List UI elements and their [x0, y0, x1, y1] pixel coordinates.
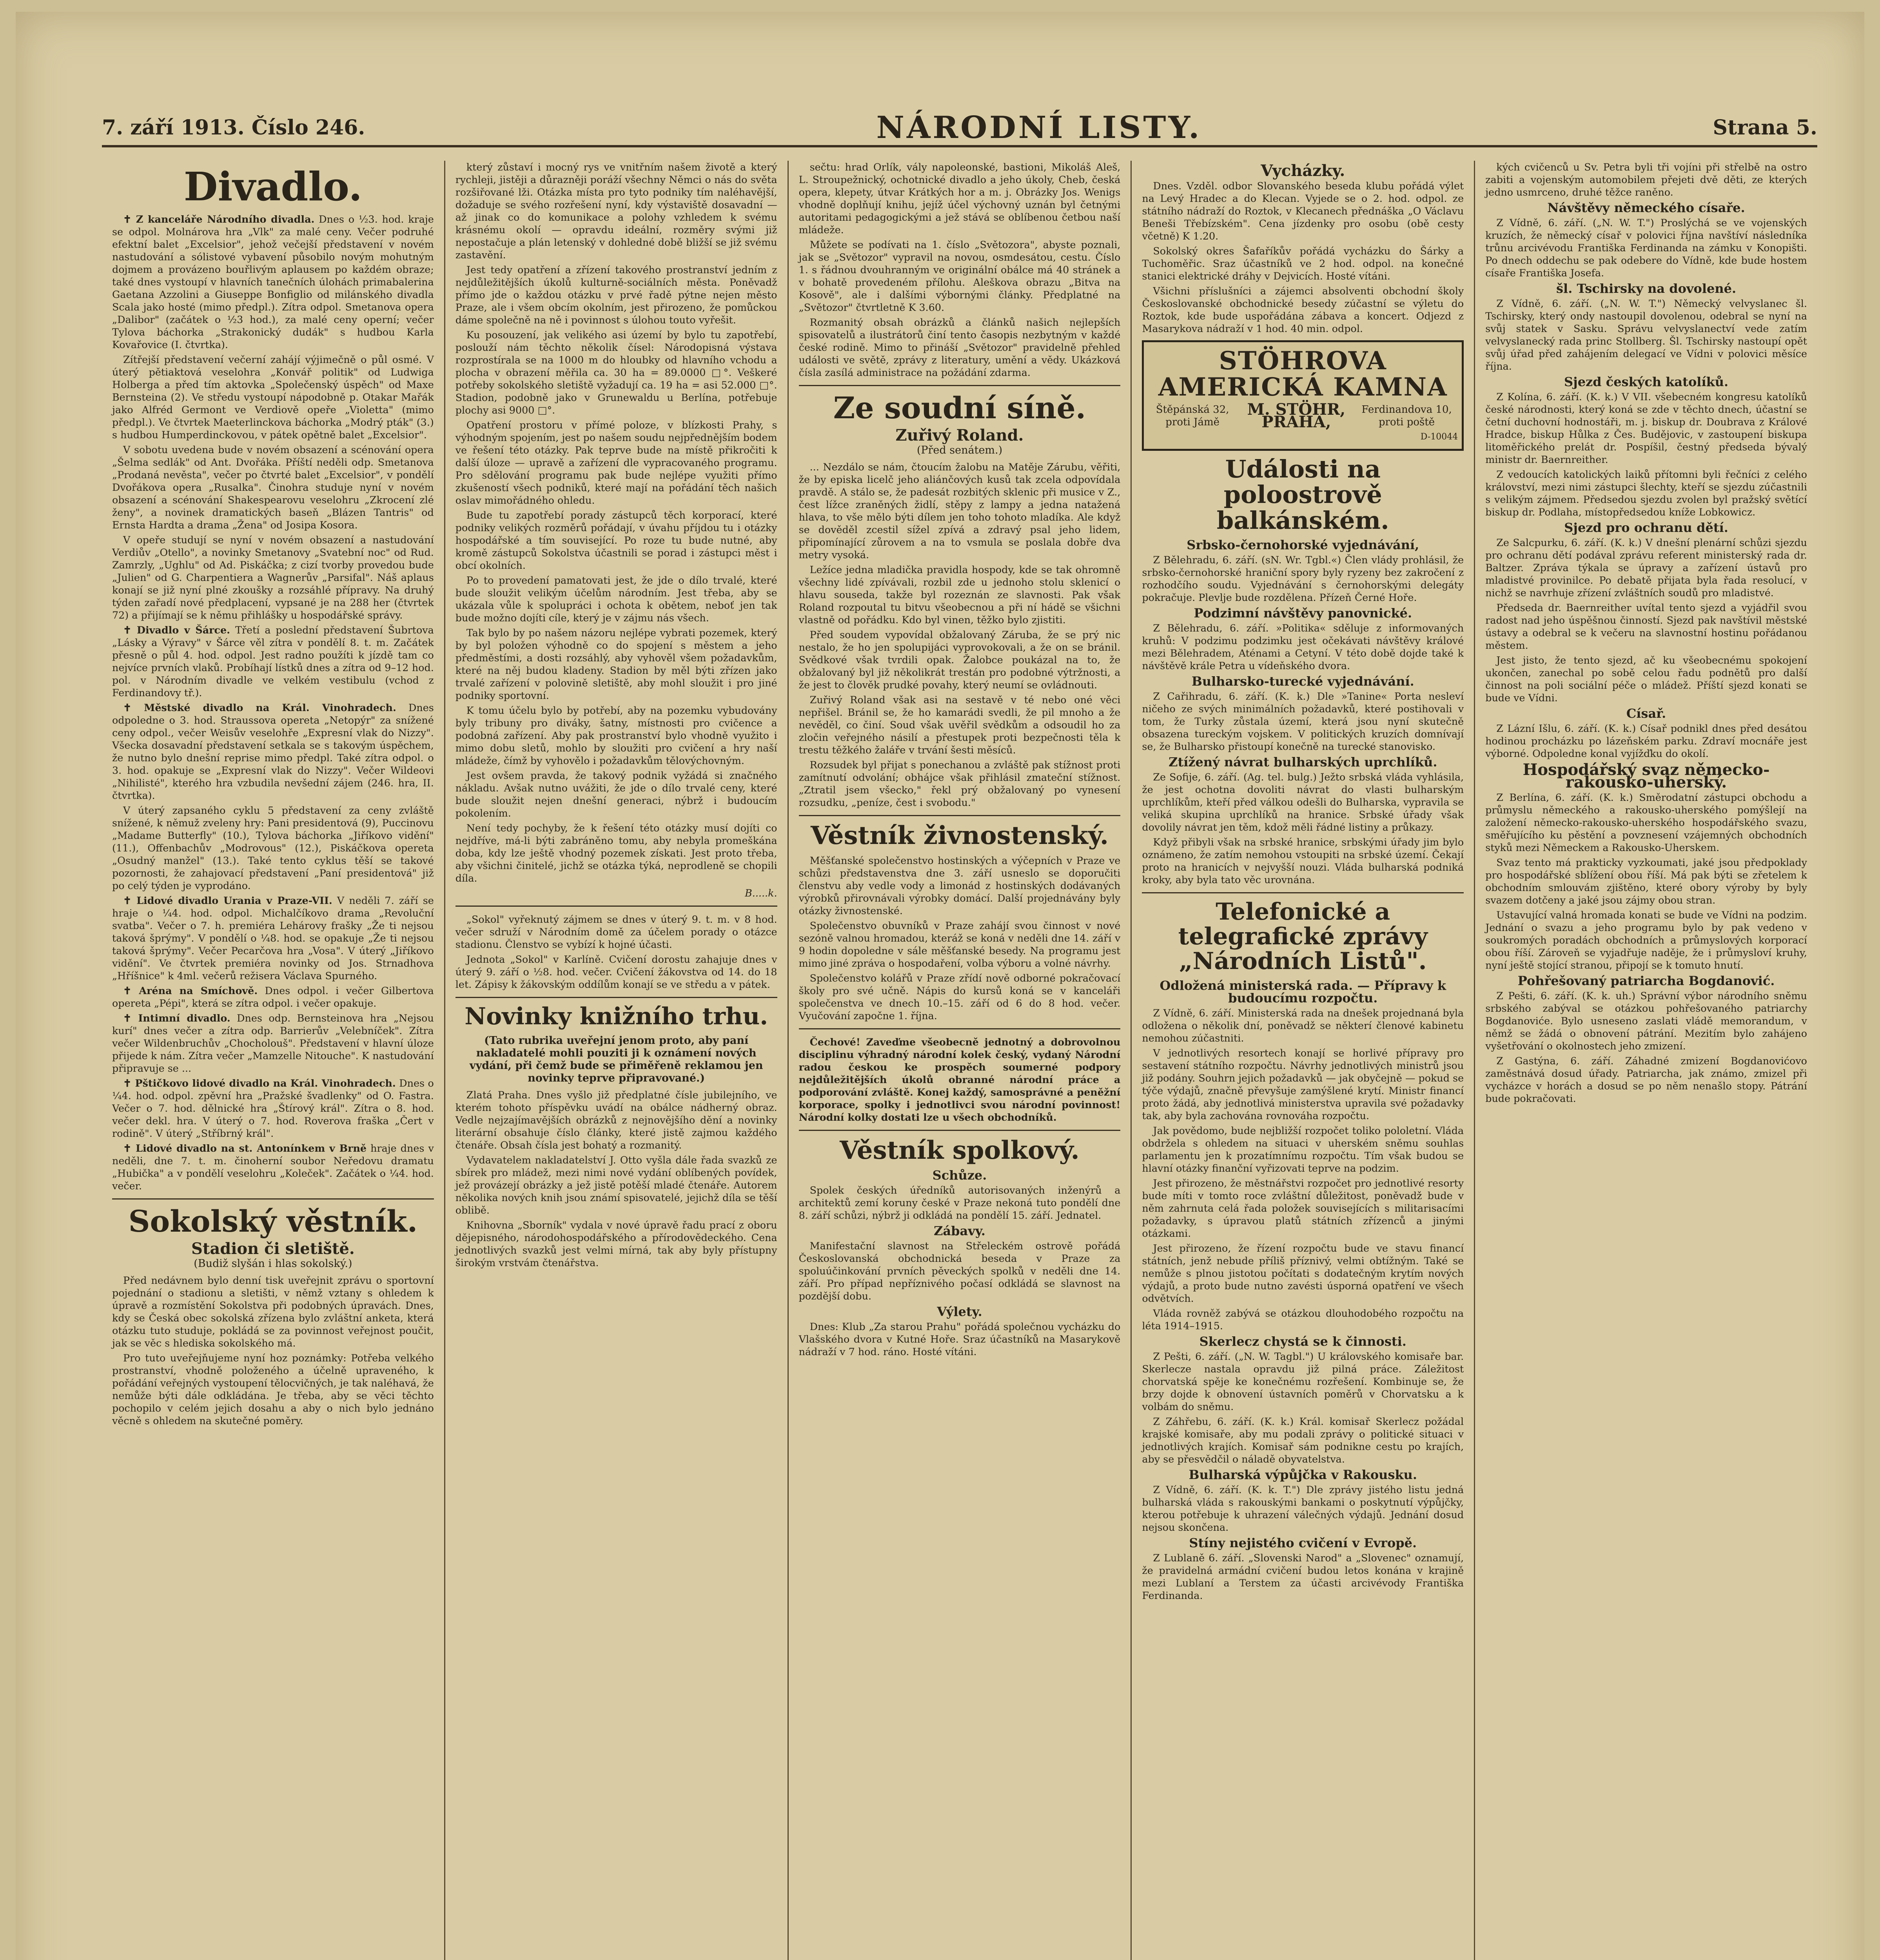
subsection-title: Schůze.: [932, 1168, 987, 1183]
subsection-title: Ztížený návrat bulharských uprchlíků.: [1169, 754, 1437, 769]
article-title: Stadion či sletiště.: [191, 1239, 355, 1258]
column-2: [444, 161, 788, 1960]
paragraph: Sokolský okres Šafaříkův pořádá vycházku do Šárky a Tuchoměřic. Sraz účastníků ve 2 hod. odpol. na konečné stanici elektrické dráhy v Dejvicích. Hosté vítáni.: [1142, 245, 1464, 282]
paragraph: Jest přirozeno, že řízení rozpočtu bude ve stavu financí státních, jenž nebude příliš příznivý, velmi obtížným. Také se nemůže s plnou jistotou počítati s dodatečným krytím nových výdajů, a proto bude nutno zavésti úsporná opatření ve všech odvětvích.: [1142, 1242, 1464, 1304]
paragraph: [112, 1012, 434, 1074]
paragraph: Z Záhřebu, 6. září. (K. k.) Král. komisař Skerlecz požádal krajské komisaře, aby mu podali zprávy o politické situaci v jednotlivých krajích. Komisař sám podnikne cestu po krajích, aby se přesvědčil o náladě obyvatelstva.: [1142, 1415, 1464, 1465]
divider: [112, 1198, 434, 1200]
paragraph: V sobotu uvedena bude v novém obsazení a scénování opera „Šelma sedlák" od Ant. Dvořáka. Příští neděli odp. Smetanova „Prodaná nevěsta", večer po čtvrté balet „Excelsior", v pondělí Dvořákova opera „Rusalka". Činohra studuje nyní v novém obsazení a scénování Shakespearovu veselohru „Zkrocení zlé ženy", a novinek dramatických baseň „Blázen Tantris" od Ernsta Hardta a drama „Žena" od Josipa Kosora.: [112, 444, 434, 531]
item-title: ✝ Divadlo v Šárce.: [123, 624, 230, 636]
advertisement-stohr: [1142, 340, 1464, 451]
paragraph: V úterý zapsaného cyklu 5 představení za ceny zvláště snížené, k němuž zveleny hry: Pani presidentová (9), Puccinovu „Madame Butterfly" (10.), Tylova báchorka „Jiříkovo vidění" (11.), Offenbachův „Modrovous" (12.), Piskáčkova opereta „Osudný manžel" (13.). Také tento cyklus těší se takové pozornosti, že zahajovací představení „Paní presidentová" již po celý týden je vyprodáno.: [112, 804, 434, 891]
paragraph: Ze Salcpurku, 6. září. (K. k.) V dnešní plenární schůzi sjezdu pro ochranu dětí podával zprávu referent ministerský rada dr. Baltzer. Zpráva týkala se úpravy a zařízení ústavů pro mladistvé provinilce. Po debatě přijata byla řada resolucí, v nichž se navrhuje zřízení zvláštních soudů pro mladistvé.: [1485, 537, 1807, 599]
section-heading-zivnostensky: Věstník živnostenský.: [811, 820, 1109, 850]
item-title: ✝ Pštičkovo lidové divadlo na Král. Vinohradech.: [123, 1077, 396, 1089]
paragraph: [112, 213, 434, 351]
paragraph: Dnes: Klub „Za starou Prahu" pořádá společnou vycházku do Vlašského dvora v Kutné Hoře. Sraz účastníků na Masarykově nádraží v 7 hod. ráno. Hosté vítáni.: [798, 1321, 1121, 1358]
ad-right: Ferdinandova 10, proti poště: [1361, 404, 1452, 428]
column-1: [102, 161, 444, 1960]
paragraph: Před soudem vypovídal obžalovaný Záruba, že se prý nic nestalo, že ho jen spolupijáci vyprovokovali, a že on se bránil. Svědkové však tvrdili opak. Žalobce poukázal na to, že obžalovaný byl již několikrát trestán pro podobné výtržnosti, a že jest to člověk prudké povahy, který neumí se ovládnouti.: [798, 628, 1121, 691]
section-heading-divadlo: Divadlo.: [183, 163, 363, 210]
section-heading-spolkovy: Věstník spolkový.: [840, 1135, 1080, 1165]
item-title: ✝ Lidové divadlo na st. Antonínkem v Brně: [123, 1142, 367, 1154]
paragraph: Společenstvo kolářů v Praze zřídí nově odborné pokračovací školy pro své učně. Nápis do kursů koná se v kanceláři společenstva ve dnech 10.–15. září od 6 do 8 hod. večer. Vyučování započne 1. října.: [798, 972, 1121, 1022]
paragraph: Ležíce jedna mladička pravidla hospody, kde se tak ohromně všechny lidé zpívávali, rozbil zde u jednoho stolu sklenicí o hlavu souseda, takže byl rozeznán ze slavnosti. Pak však Roland rozpoutal tu bitvu všeobecnou a při ní hádě se všichni vlastně od pořádku. Kdo byl vinen, těžko bylo zjistiti.: [798, 563, 1121, 626]
paragraph: Z Bělehradu, 6. září. »Politika« sděluje z informovaných kruhů: V podzimu podzimku jest očekávati návštěvy králové mezi Bělehradem, Aténami a Cetyní. V této době dojde také k návštěvě krále Petra u vídeňského dvora.: [1142, 622, 1464, 671]
paragraph: Zuřivý Roland však asi na sestavě v té nebo oné věci nepřišel. Bránil se, že ho kamarádi svedli, že pil mnoho a že nevěděl, co činí. Soud však uvěřil svědkům a odsoudil ho za zločin veřejného násilí a přestupek proti bezpečnosti těla k trestu těžkého žaláře v trvání šesti měsíců.: [798, 693, 1121, 756]
article-title: Zuřivý Roland.: [895, 426, 1024, 445]
paragraph-text: Dnes o ¼4. hod. odpol. zpěvní hra „Pražské švadlenky" od O. Fastra. Večer o 7. hod. dělnické hra „Štírový král". Zítra o 8. hod. večer dekl. hra. V úterý o 7. hod. Roverova fraška „Čert v rodině". V úterý „Stříbrný král".: [112, 1077, 434, 1139]
paragraph: Ku posouzení, jak velikého asi území by bylo tu zapotřebí, poslouží nám těchto několik čísel: Národopisná výstava rozprostírala se na 1000 m do hloubky od hlavního vchodu a plocha v obrazení měřila ca. 30 ha = 89.0000 □°. Veškeré potřeby sokolského sletiště vyžadují ca. 19 ha = asi 52.000 □°. Stadion, podobně jako v Grunewaldu u Berlína, potřebuje plochy asi 9000 □°.: [455, 329, 777, 416]
columns: [102, 161, 1817, 1960]
paragraph: Bude tu zapotřebí porady zástupců těch korporací, které podniky velikých rozměrů pořádají, v úvahu příjdou tu i otázky hospodářské a tím související. Po roze tu bude nutné, aby kromě zástupců Sokolstva účastnili se porad i zástupci měst i obcí okolních.: [455, 509, 777, 571]
paragraph-text: Dnes odpoledne o 3. hod. Straussova opereta „Netopýr" za snížené ceny odpol., večer Weisův veselohře „Expresní vlak do Nizzy". Všecka dosavadní představení setkala se s takovým úspěchem, že nutno bylo dnešní reprise mimo předpl. Také zítra odpol. o 3. hod. opakuje se „Expresní vlak do Nizzy". Večer Wildeovi „Nihilisté", kterého hra vzbudila nevšední zájem (246. hra, II. čtvrtka).: [112, 702, 434, 801]
paragraph: Když přibyli však na srbské hranice, srbskými úřady jim bylo oznámeno, že zatím nemohou vstoupiti na srbské území. Čekají proto na hranicích v nejvyšší nouzi. Vláda bulharská podniká kroky, aby byla tato věc urovnána.: [1142, 836, 1464, 886]
paragraph: Dnes. Vzděl. odbor Slovanského beseda klubu pořádá výlet na Levý Hradec a do Klecan. Vyjede se o 2. hod. odpol. ze státního nádraží do Roztok, v Klecanech přednáška „O Václavu Beneši Třebízském". Cena jízdenky pro osobu (obě cesty včetně) K 1.20.: [1142, 180, 1464, 242]
paragraph: Před nedávnem bylo denní tisk uveřejnit zprávu o sportovní pojednání o stadionu a sletišti, v němž vztany s ohledem k úpravě a rozmístění Sokolstva při podobných úpravách. Dnes, kdy se Česká obec sokolská zřízena bylo zvláštní anketa, která otázku tuto studuje, pokládá se za povinnost veřejnost poučit, jak se věc s hlediska sokolského má.: [112, 1274, 434, 1349]
paragraph: Zlatá Praha. Dnes vyšlo již předplatné čísle jubilejního, ve kterém tohoto příspěvku uvádí na obálce nádherný obraz. Vedle nejzajímavějších obrázků z nejnovějšího dění a novinky literární obsahuje číslo články, které jistě zajmou každého čtenáře. Obsah čísla jest bohatý a rozmanitý.: [455, 1089, 777, 1151]
paragraph: Z Vídně, 6. září. Ministerská rada na dnešek projednaná byla odložena o několik dní, poněvadž se některí členové kabinetu nemohou zúčastniti.: [1142, 1007, 1464, 1044]
paragraph: Opatření prostoru v přímé poloze, v blízkosti Prahy, s výhodným spojením, jest po našem soudu nejpřednějším bodem ve řešení této otázky. Pak teprve bude na místě přikročiti k další úloze — upravě a zařízení dle vypracovaného programu. Pro sdělování programu pak bude nejlépe využiti přímo zkušeností všech podniků, které mají na pořádání těch našich oslav mimořádného ohledu.: [455, 419, 777, 506]
paragraph: Jest tedy opatření a zřízení takového prostranství jedním z nejdůležitějších úkolů kulturně-sociálních města. Poněvadž přímo jde o každou otázku v prvé řadě pýtne nejen město Praze, ale i všem obcím okolním, jest přirozeno, že pomůckou dáme společně na ně i povinnost s úlohou touto vyřešit.: [455, 264, 777, 326]
paragraph: Z Gastýna, 6. září. Záhadné zmizení Bogdanovićovo zaměstnává dosud úřady. Patriarcha, jak známo, zmizel při vycházce v horách a dosud se po něm nenašlo stopy. Pátrání bude pokračovati.: [1485, 1055, 1807, 1104]
article-subtitle: (Budiž slyšán i hlas sokolský.): [194, 1257, 352, 1270]
divider: [799, 1130, 1121, 1131]
paragraph: Knihovna „Sborník" vydala v nové úpravě řadu prací z oboru dějepisného, národohospodářského a přírodovědeckého. Cena jednotlivých svazků jest velmi mírná, tak aby byly přístupny širokým vrstvám čtenářstva.: [455, 1219, 777, 1269]
paragraph-text: V neděli 7. září se hraje o ¼4. hod. odpol. Michalčíkovo drama „Revoluční svatba". Večer o 7. h. premiéra Lehárovy frašky „Že ti nejsou taková šprýmy". V pondělí o ¼8. hod. se opakuje „Že ti nejsou taková šprýmy". Večer Pecarčova hra „Vosa". V úterý „Jiříkovo vidění". Ve čtvrtek premiéra novinky od Jos. Strnadhova „Hříšnice" k 4ml. večerů režisera Václava Spurného.: [112, 895, 434, 982]
divider: [799, 1028, 1121, 1029]
item-title: ✝ Městské divadlo na Král. Vinohradech.: [123, 702, 396, 713]
subsection-title: Výlety.: [937, 1304, 982, 1319]
divider: [799, 815, 1121, 816]
paragraph: Vydavatelem nakladatelství J. Otto vyšla dále řada svazků ze sbírek pro mládež, mezi nimi nové vydání oblíbených povídek, jež provázejí obrázky a jež jistě potěší mladé čtenáře. Autorem několika nových knih jsou známí spisovatelé, jejichž díla se těší oblibě.: [455, 1154, 777, 1216]
ad-left: Štěpánská 32, proti Jámě: [1156, 404, 1229, 428]
divider: [455, 906, 777, 907]
subsection-title: šl. Tschirsky na dovolené.: [1556, 281, 1737, 296]
subsection-title: Skerlecz chystá se k činnosti.: [1199, 1334, 1406, 1349]
section-heading-novinky: Novinky knižního trhu.: [465, 1003, 768, 1030]
paragraph: Rozmanitý obsah obrázků a článků našich nejlepších spisovatelů a ilustrátorů činí tento časopis nezbytným v každé české rodině. Mimo to přináší „Světozor" pravidelně přehled události ve světě, zprávy z literatury, umění a vědy. Ukázková čísla zasílá administrace na požádání zdarma.: [798, 316, 1121, 378]
paragraph: Svaz tento má prakticky vyzkoumati, jaké jsou předpoklady pro hospodářské sblížení obou říší. Má pak býti se zřetelem k obchodním smlouvám zjištěno, které obory výroby by byly svazem dotčeny a jaké jsou zájmy obou stran.: [1485, 857, 1807, 906]
subsection-title: Pohřešovaný patriarcha Bogdanović.: [1517, 973, 1775, 988]
paragraph: Po to provedení pamatovati jest, že jde o dílo trvalé, které bude sloužit velikým účelům národním. Jest třeba, aby se ukázala vůle k spolupráci i ochota k obětem, neboť jen tak bude možno dojíti cíle, který je v zájmu nás všech.: [455, 574, 777, 624]
column-4: [1131, 161, 1474, 1960]
paragraph: Z vedoucích katolických laiků přítomni byli řečníci z celého království, mezi nimi zástupci šlechty, kteří se sjezdu zúčastnili s velikým zájmem. Předsedou sjezdu zvolen byl pražský světící biskup dr. Podlaha, místopředsedou kníže Lobkowicz.: [1485, 468, 1807, 518]
paragraph: Manifestační slavnost na Střeleckém ostrově pořádá Českoslovanská obchodnická beseda v Praze za spoluúčinkování prvních pěveckých spolků v neděli dne 14. září. Pro případ nepříznivého počasí odkládá se slavnost na pozdější dobu.: [798, 1240, 1121, 1302]
paragraph: V jednotlivých resortech konají se horlivé přípravy pro sestavení státního rozpočtu. Návrhy jednotlivých ministrů jsou již podány. Souhrn jejich požadavků — jak obyčejně — pokud se týče výdajů, značně převyšuje zamýšlené krytí. Ministr financí proto žádá, aby jednotlivá ministerstva upravila své požadavky tak, aby byla zachována rovnováha rozpočtu.: [1142, 1047, 1464, 1122]
paragraph: Z Vídně, 6. září. („N. W. T.") Německý velvyslanec šl. Tschirsky, který ondy nastoupil dovolenou, odebral se nyní na svůj statek v Sasku. Správu velvyslanectví vede zatím velvyslanecký rada princ Stollberg. Šl. Tschirsky nastoupí opět svůj úřad před zahájením delegací ve Vídni v polovici měsíce října.: [1485, 298, 1807, 372]
paragraph: Z Lázní Išlu, 6. září. (K. k.) Císař podnikl dnes před desátou hodinou procházku po lázeňském parku. Zdraví mocnáře jest výborné. Odpoledne konal vyjížďku do okolí.: [1485, 722, 1807, 759]
newspaper-page: [16, 12, 1864, 1960]
paragraph: Ustavující valná hromada konati se bude ve Vídni na podzim. Jednání o svazu a jeho programu bylo by pak vedeno v soukromých poradách obchodních a průmyslových korporací obou říší. Zároveň se vyjadřuje naděje, že i průmysloví kruhy, nyní ještě stojící stranou, připojí se k tomuto hnutí.: [1485, 909, 1807, 971]
paragraph-text: Dnes o ½3. hod. kraje se odpol. Molnárova hra „Vlk" za malé ceny. Večer podruhé efektní balet „Excelsior", jehož večejší představení v novém nastudování a sólistové vybavení působilo novým mohutným dojmem a provázeno bouřlivým aplausem po každém obraze; také dnes vystoupí v hlavních tanečních úlohách primabalerina Gaetana Azzolini a Giuseppe Bonfiglio od milánského divadla Scala jako hosté (mimo předpl.). Zítra odpol. Smetanova opera „Dalibor" (začátek o ½3 hod.), za malé ceny operní; večer Tylova báchorka „Strakonický dudák" s hudbou Karla Kovařovice (I. čtvrtka).: [112, 213, 434, 350]
subsection-title: Podzimní návštěvy panovnické.: [1194, 605, 1412, 621]
subsection-title: Srbsko-černohorské vyjednávání,: [1187, 537, 1419, 552]
paragraph: V opeře studují se nyní v novém obsazení a nastudování Verdiův „Otello", a novinky Smetanovy „Svatební noc" od Rud. Zamrzly, „Ughlu" od Ad. Piskáčka; z cizí tvorby provedou bude „Julien" od G. Charpentiera a Wagnerův „Parsifal". Náš aplaus konají se již nyní plné zkoušky a rozsáhlé přípravy. Na druhý týden zařadí nové předplacení, vypsané je na 288 her (čtvrtek 72) a přijímají se k němu přihlášky u hospodářské správy.: [112, 534, 434, 621]
section-note: (Tato rubrika uveřejní jenom proto, aby paní nakladatelé mohli pouziti ji k oznámení nových vydání, při čemž bude se přiměřeně reklamou jen novinky teprve připravované.): [469, 1034, 763, 1084]
header-page-number: Strana 5.: [1713, 115, 1817, 140]
paragraph-text: Třetí a poslední představení Šubrtova „Lásky a Výravy" v Šárce věl zítra v pondělí 8. t. m. Začátek přesně o půl 4. hod. odpol. Jest radno použíti k jízdě tam co nejvíce prvních vlaků. Probíhají lístků dnes a zítra od 9–12 hod. pol. v Národním divadle ve velkém vestibulu (vchod z Ferdinandovy tř.).: [112, 624, 434, 699]
paragraph: Jest přirozeno, že městnářstvi rozpočet pro jednotlivé resorty bude míti v tomto roce zvláštní důležitost, poněvadž bude v něm zahrnuta celá řada položek souvisejících s militarisacími požadavky, s úpravou platů státních zřízenců a jinými otázkami.: [1142, 1177, 1464, 1239]
paragraph: který zůstaví i mocný rys ve vnitřním našem životě a který rychleji, jistěji a důrazněji poráží všechny Němci o nás do světa rozšiřované lži. Otázka místa pro tyto podniky tím naléhavější, dožaduje se svého rozřešení nyní, kdy výstaviště dosavadní — až jinak co do komunikace a polohy vzhledem k svému krásnému okolí — opravdu ideální, rozměry svými již nepostačuje a plán letenský v dohledné době bližší se již svému zastavění.: [455, 161, 777, 261]
paragraph: Ze Sofije, 6. září. (Ag. tel. bulg.) Ježto srbská vláda vyhlásila, že jest ochotna dovoliti návrat do vlasti bulharským uprchlíkům, kteří před válkou odešli do Bulharska, vypravila se veliká skupina uprchlíků na hranice. Srbské úřady však dovolily návrat jen těm, kdož měli řádné listiny a průkazy.: [1142, 771, 1464, 833]
paragraph-notice: Čechové! Zaveďme všeobecně jednotný a dobrovolnou disciplinu výhradný národní kolek český, vydaný Národní radou českou ke prospěch soumerné podpory nejdůležitějších úkolů obranné národní práce a podporování zvláště. Konej každý, samosprávné a peněžní korporace, spolky i jednotlivci svou národní povinnost! Národní kolky dostati lze u všech obchodníků.: [798, 1036, 1121, 1123]
paragraph: Spolek českých úředníků autorisovaných inženýrů a architektů zemí koruny české v Praze nekoná tuto pondělí dne 8. září schůzi, nýbrž ji odkládá na pondělí 15. září. Jednatel.: [798, 1184, 1121, 1221]
item-title: ✝ Aréna na Smíchově.: [123, 985, 258, 996]
column-3: [788, 161, 1131, 1960]
paragraph: [112, 624, 434, 699]
paragraph: Společenstvo obuvníků v Praze zahájí svou činnost v nové sezóně valnou hromadou, kteráž se koná v neděli dne 14. září v 9 hodin dopoledne v sále měšťanské besedy. Na programu jest mimo jiné zpráva o hospodaření, volba výboru a volné návrhy.: [798, 919, 1121, 969]
paragraph: Z Berlína, 6. září. (K. k.) Směrodatní zástupci obchodu a průmyslu německého a rakousko-uherského pomýšlejí na založení německo-rakousko-uherského hospodářského svazu, směřujícího ku pěstění a povznesení vzájemných obchodních styků mezi Německem a Rakousko-Uherskem.: [1485, 791, 1807, 853]
paragraph: Jest ovšem pravda, že takový podnik vyžádá si značného nákladu. Avšak nutno uvážiti, že jde o dílo trvalé ceny, které bude sloužit nejen dnešní generaci, nýbrž i budoucím pokolením.: [455, 769, 777, 819]
paragraph: [112, 984, 434, 1009]
paragraph-text: Dnes odp. Bernsteinova hra „Nejsou kurí" dnes večer a zítra odp. Barrierův „Velebníček". Zítra večer Wildenbruchův „Chocholouš". Představení v hlavní úloze přijede k nám. Zítra večer „Mamzelle Nitouche". K nastudování připravuje se ...: [112, 1012, 434, 1074]
page-header: [102, 110, 1817, 147]
subsection-title: Návštěvy německého císaře.: [1547, 200, 1745, 215]
paragraph: Můžete se podívati na 1. číslo „Světozora", abyste poznali, jak se „Světozor" vypravil na novou, osmdesátou, cestu. Číslo 1. s řádnou dvouhranným ve originální obálce má 40 stránek a v bohatě provedeném přílohu. Aleškova obrazu „Bitva na Kosově", ale i dalšími výbornými články. Předplatné na „Světozor" čtvrtletně K 3.60.: [798, 239, 1121, 313]
paragraph: Z Vídně, 6. září. (K. k. T.") Dle zprávy jistého listu jedná bulharská vláda s rakouskými bankami o poskytnutí výpůjčky, kterou potřebuje k uhrazení válečných výdajů. Jednání dosud nejsou skončena.: [1142, 1483, 1464, 1533]
paragraph: Zítřejší představení večerní zahájí výjimečně o půl osmé. V úterý pětiaktová veselohra „Konvář politik" od Ludwiga Holberga a před tím aktovka „Společenský úspěch" od Maxe Bernsteina (2). Ve středu vystoupí nápodobně p. Otakar Mařák jako Alfréd Germont ve Verdiově opeře „Violetta" (mimo předpl.). Ve čtvrtek Maeterlinckova báchorka „Modrý pták" (3.) s hudbou Humperdinckovou, v pátek opětně balet „Excelsior".: [112, 354, 434, 441]
paragraph: Předseda dr. Baernreither uvítal tento sjezd a vyjádřil svou radost nad jeho úspěšnou činností. Sjezd pak navštívil městské ústavy a odebral se k večeru na slavnostní hostinu pořádanou městem.: [1485, 602, 1807, 651]
paragraph: Z Kolína, 6. září. (K. k.) V VII. všebecném kongresu katolíků české národnosti, který koná se zde v těchto dnech, účastní se četní duchovní hodnostáři, m. j. biskup dr. Doubrava z Králové Hradce, biskup Hůlka z Čes. Budějovic, v zastoupení biskupa litoměřického prelát dr. Pospíšil, čestný předseda bývalý ministr dr. Baernreither.: [1485, 391, 1807, 465]
ad-brand: M. STÖHR, PRAHA,: [1247, 400, 1346, 432]
column-5: [1474, 161, 1817, 1960]
subsection-title: Sjezd českých katolíků.: [1564, 374, 1729, 389]
article-subtitle: (Před senátem.): [916, 444, 1003, 456]
paragraph: Jest jisto, že tento sjezd, ač ku všeobecnému spokojení ukončen, zanechal po sobě celou řadu podnětů pro další činnost na poli sociální péče o mládež. Příští sjezd konati se bude ve Vídni.: [1485, 654, 1807, 704]
paragraph: Z Lublaně 6. září. „Slovenski Narod" a „Slovenec" oznamují, že pravidelná armádní cvičení budou letos konána v krajině mezi Lublaní a Terstem za účasti arcivévody Františka Ferdinanda.: [1142, 1552, 1464, 1601]
item-title: ✝ Intimní divadlo.: [123, 1012, 230, 1024]
divider: [799, 385, 1121, 386]
paragraph: Měšťanské společenstvo hostinských a výčepních v Praze ve schůzi představenstva dne 3. září usneslo se doporučiti členstvu aby vedle vody a limonád z hostinských dodávaných výrobků přirovnávali výrobky domácí. Další projednávány byly otázky živnostenské.: [798, 854, 1121, 916]
paragraph: Jednota „Sokol" v Karlíně. Cvičení dorostu zahajuje dnes v úterý 9. září o ½8. hod. večer. Cvičení žákovstva od 14. do 18 let. Zápisy k žákovským oddílům konají se ve středu a v pátek.: [455, 953, 777, 990]
paragraph: Z Pešti, 6. září. (K. k. uh.) Správní výbor národního sněmu srbského zabýval se otázkou pohřešovaného patriarchy Bogdanoviće. Bylo usneseno zaslati vládě memorandum, v němž se žádá o obnovení pátrání. Mezitím bylo zahájeno vyšetřování o okolnostech jeho zmizení.: [1485, 990, 1807, 1052]
paragraph: Vláda rovněž zabývá se otázkou dlouhodobého rozpočtu na léta 1914–1915.: [1142, 1307, 1464, 1332]
divider: [1142, 892, 1464, 893]
paragraph: Z Bělehradu, 6. září. (sN. Wr. Tgbl.«) Člen vlády prohlásil, že srbsko-černohorské hraniční spory byly ryzeny bez zakročení z rozhodčího soudu. Vyjednávání s černohorskými delegáty pokračuje. Plevlje bude rozdělena. Přízeň Černé Hoře.: [1142, 554, 1464, 603]
paragraph-text: hraje dnes v neděli, dne 7. t. m. činoherní soubor Neředovu dramatu „Hubička" a v pondělí veselohru „Koleček". Začátek o ¼4. hod. večer.: [112, 1142, 434, 1192]
paragraph: Z Pešti, 6. září. („N. W. Tagbl.") U královského komisaře bar. Skerlecze nastala opravdu již pilná práce. Záležitost chorvatská spěje ke konečnému rozřešení. Kombinuje se, že brzy dojde k obnovení ústavních poměrů v Chorvatsku a k volbám do sněmu.: [1142, 1350, 1464, 1412]
masthead: NÁRODNÍ LISTY.: [876, 109, 1202, 145]
ad-title: STÖHROVA AMERICKÁ KAMNA: [1158, 346, 1448, 402]
ad-address-line: [1148, 400, 1458, 432]
signature: B.....k.: [745, 887, 777, 899]
paragraph: K tomu účelu bylo by potřebí, aby na pozemku vybudovány byly tribuny pro diváky, šatny, místnosti pro cvičence a podobná zařízení. Aby pak prostranství bylo vhodně využito i mimo dobu sletů, mohlo by sloužiti pro cvičení a hry naší mládeže, čímž by vyhovělo i požadavkům tělovýchovným.: [455, 704, 777, 766]
paragraph: [112, 1077, 434, 1140]
section-heading-udalosti: Události na poloostrově balkánském.: [1216, 455, 1389, 535]
paragraph: „Sokol" vyřeknutý zájmem se dnes v úterý 9. t. m. v 8 hod. večer sdruží v Národním domě za účelem porady o otázce stadionu. Členstvo se vybízí k hojné účasti.: [455, 913, 777, 950]
paragraph-text: Dnes odpol. i večer Gilbertova opereta „Pépi", která se zítra odpol. i večer opakuje.: [112, 985, 434, 1009]
paragraph: Pro tuto uveřejňujeme nyní hoz poznámky: Potřeba velkého prostranství, vhodně položeného a účelně upraveného, k pořádání veřejných vystoupení tělocvičných, je tak naléhavá, že nemůže býti dále odkládána. Je třeba, aby se věci těchto pochopilo v celém jejich dosahu a aby o nich bylo jednáno věcně s ohledem na skutečné poměry.: [112, 1352, 434, 1426]
subsection-title: Císař.: [1626, 706, 1666, 721]
subsection-title: Bulharská výpůjčka v Rakousku.: [1189, 1467, 1417, 1482]
divider: [455, 997, 777, 998]
subsection-title: Odložená ministerská rada. — Přípravy k budoucímu rozpočtu.: [1160, 978, 1446, 1005]
paragraph: Všichni příslušníci a zájemci absolventi obchodní školy Českoslovanské obchodnické besedy zúčastní se výletu do Roztok, kde bude uspořádána zábava a koncert. Odjezd z Masarykova nádraží v 1 hod. 40 min. odpol.: [1142, 285, 1464, 334]
paragraph: [112, 894, 434, 982]
subsection-title: Bulharsko-turecké vyjednávání.: [1191, 673, 1414, 689]
subsection-title: Sjezd pro ochranu dětí.: [1564, 520, 1728, 535]
subsection-title: Stíny nejistého cvičení v Evropě.: [1189, 1535, 1417, 1550]
paragraph: sečtu: hrad Orlík, vály napoleonské, bastioni, Mikoláš Aleš, L. Stroupežnický, ochotnické divadlo a jeho úkoly, Cheb, česká opera, klepety, útvar Krátkých hor a m. j. Obrázky Jos. Wenigs vhodně doplňují knihu, jejíž účel výchovný uznán byl četnými autoritami pedagogickými a jež stává se oblíbenou četbou naší mládeže.: [798, 161, 1121, 236]
item-title: ✝ Lidové divadlo Urania v Praze-VII.: [123, 895, 332, 906]
paragraph: Jak povědomo, bude nejbližší rozpočet toliko pololetní. Vláda obdržela s ohledem na situaci v uherském sněmu souhlas parlamentu jen k prozatímnímu rozpočtu. Tím však budou se hlavní otázky finanční vyřizovati teprve na podzim.: [1142, 1124, 1464, 1174]
section-heading-telefonicke: Telefonické a telegrafické zprávy „Národních Listů".: [1178, 898, 1428, 975]
paragraph: ... Nezdálo se nám, čtoucím žalobu na Matěje Zárubu, věřiti, že by episka licelč jeho aliánčových kusů tak zcela odpovídala pravdě. A stálo se, že padesát rozbitých sklenic při musice v Z., čest lížce zraněných židlí, stěpy z lampy a jedna natažená hlava, to vše mělo býti dílem jen toho tohoto mladíka. Ale když se dověděl zcestil sížel zpívá a zdravý psal jeho lidem, připomínající zůrovem a na to vsmula se poslala dobře dva metry vysoká.: [798, 461, 1121, 561]
paragraph: Není tedy pochyby, že k řešení této otázky musí dojíti co nejdříve, má-li býti zabráněno tomu, aby nebyla promeškána doba, kdy lze ještě vhodný pozemek získati. Jest proto třeba, aby všichni činitelé, jichž se otázka týká, neprodleně se chopili díla.: [455, 822, 777, 884]
section-heading-soudni: Ze soudní síně.: [833, 390, 1086, 425]
article-title: Hospodářský svaz německo-rakousko-uherský.: [1523, 760, 1770, 791]
paragraph: Tak bylo by po našem názoru nejlépe vybrati pozemek, který by byl položen výhodně co do spojení s městem a jeho předměstími, a dosti rozsáhlý, aby vyhověl všem požadavkům, které na něj budou kladeny. Stadion by měl býti zřízen jako trvalé zařízení v polovině sletiště, aby mohl sloužit i pro jiné podniky sportovní.: [455, 627, 777, 701]
item-title: ✝ Z kanceláře Národního divadla.: [123, 213, 315, 225]
header-date: 7. září 1913. Číslo 246.: [102, 115, 365, 140]
paragraph: [112, 701, 434, 802]
paragraph: Z Vídně, 6. září. („N. W. T.") Proslýchá se ve vojenských kruzích, že německý císař v polovici října navštíví následníka trůnu arcivévodu Františka Ferdinanda na zámku v Konopišti. Po dnech oddechu se pak odebere do Vídně, kde bude hostem císaře Františka Josefa.: [1485, 217, 1807, 279]
section-heading-sokolsky: Sokolský věstník.: [128, 1204, 418, 1239]
ad-code: D-10044: [1420, 432, 1458, 442]
paragraph: kých cvičenců u Sv. Petra byli tři vojíni při střelbě na ostro zabiti a vojenským automobilem přejeti dvě děti, ze kterých jedno usmrceno, druhé těžce raněno.: [1485, 161, 1807, 198]
paragraph: Rozsudek byl přijat s ponechanou a zvláště pak stížnost proti zamítnutí odvolání; obhájce však přihlásil zmateční stížnost. „Ztratil jsem všecko," řekl prý obžalovaný po vynesení rozsudku, „peníze, čest i svobodu.": [798, 759, 1121, 808]
paragraph: Z Cařihradu, 6. září. (K. k.) Dle »Tanine« Porta nesleví ničeho ze svých minimálních požadavků, které postihovali v tom, že Turky zůstala území, která jsou nyní skutečně obsazena tureckým vojskem. V politických kruzích domnívají se, že Bulharsko přistoupí konečně na turecké stanovisko.: [1142, 690, 1464, 752]
paragraph: [112, 1142, 434, 1192]
section-heading-vychazky: Vycházky.: [1261, 162, 1345, 180]
subsection-title: Zábavy.: [934, 1223, 985, 1239]
